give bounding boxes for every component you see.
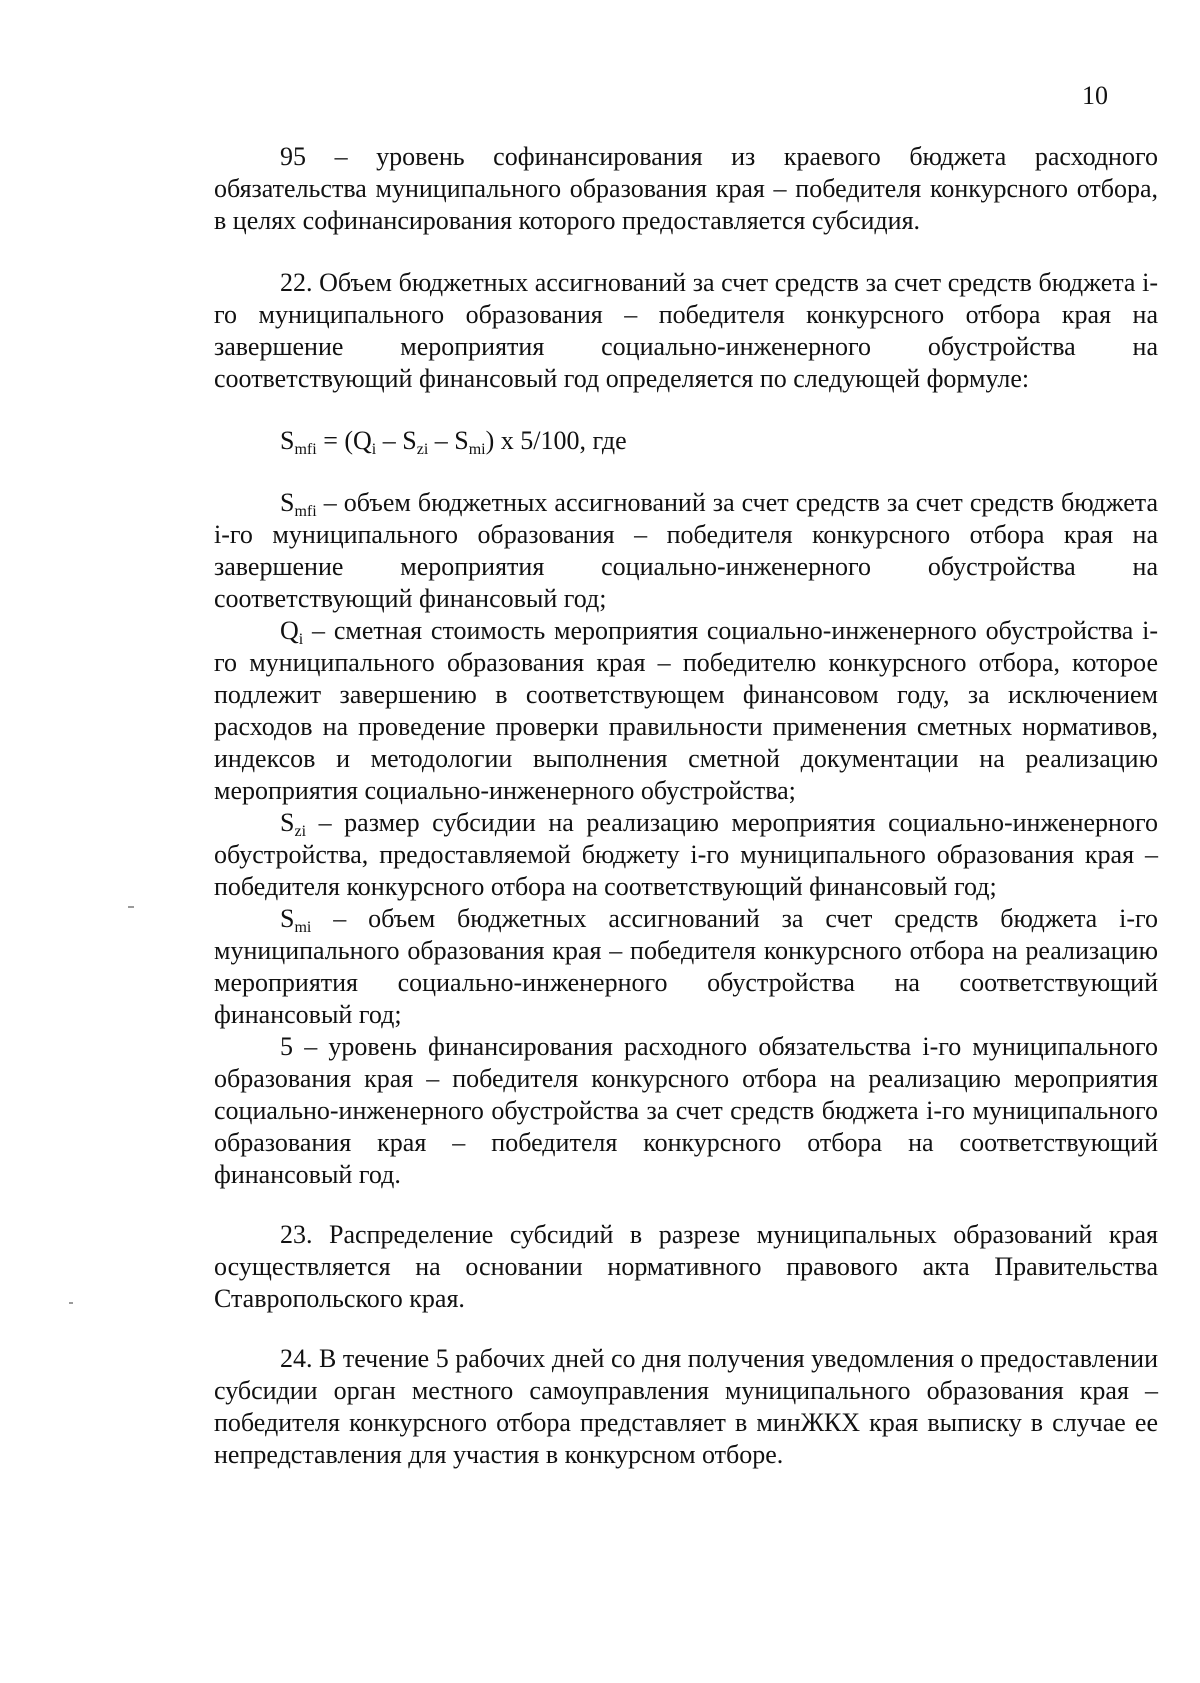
formula-lhs-subscript: mfi <box>294 441 317 458</box>
formula-smfi <box>214 425 1158 457</box>
definition-szi <box>214 807 1158 903</box>
definition-subscript: mfi <box>294 503 317 520</box>
definition-smi <box>214 903 1158 1031</box>
formula-q-subscript: i <box>371 441 377 458</box>
page-number: 10 <box>1082 81 1108 110</box>
formula-lhs-symbol: S <box>280 426 295 455</box>
definition-five-percent: 5 – уровень финансирования расходного обязательства i-го муниципального образования края – победителя конкурсного отбора на реализацию мероприятия социально-инженерного обустройства за счет средств бюджета i-го муниципального образования края – победителя конкурсного отбора на соответствующий финансовый год. <box>214 1032 1158 1189</box>
definition-text: – сметная стоимость мероприятия социально-инженерного обустройства i-го муниципального образования края – победителю конкурсного отбора, которое подлежит завершению в соответствующем финансовом году, за исключением расходов на проведение проверки правильности применения сметных нормативов, индексов и методологии выполнения сметной документации на реализацию мероприятия социально-инженерного обустройства; <box>214 616 1158 805</box>
paragraph-24: 24. В течение 5 рабочих дней со дня получения уведомления о предоставлении субсидии орган местного самоуправления муниципального образования края – победителя конкурсного отбора представляет в минЖКХ края выписку в случае ее непредставления для участия в конкурсном отборе. <box>214 1344 1158 1469</box>
definition-subscript: zi <box>294 823 307 840</box>
formula-szi-symbol: S <box>402 426 417 455</box>
formula-minus-2: – <box>428 426 455 455</box>
definition-smfi <box>214 487 1158 615</box>
document-body <box>214 141 1158 1471</box>
formula-tail: ) x 5/100, где <box>485 426 627 455</box>
definition-subscript: mi <box>294 919 312 936</box>
definition-text: – объем бюджетных ассигнований за счет средств за счет средств бюджета i-го муниципального образования – победителя конкурсного отбора края на завершение мероприятия социально-инженерного обустройства на соответствующий финансовый год; <box>214 488 1158 613</box>
definition-subscript: i <box>298 631 304 648</box>
formula-q-symbol: Q <box>353 426 372 455</box>
paragraph-cofinancing-level: 95 – уровень софинансирования из краевого бюджета расходного обязательства муниципального образования края – победителя конкурсного отбора, в целях софинансирования которого предоставляется субсидия. <box>214 142 1158 235</box>
formula-equals: = ( <box>316 426 354 455</box>
definition-symbol: Q <box>280 616 299 645</box>
scan-artifact <box>128 906 134 908</box>
formula-minus-1: – <box>376 426 403 455</box>
formula-smi-symbol: S <box>454 426 469 455</box>
definition-qi <box>214 615 1158 807</box>
definition-symbol: S <box>280 808 295 837</box>
scan-artifact <box>69 1302 73 1304</box>
formula-szi-subscript: zi <box>416 441 429 458</box>
definition-text: – размер субсидии на реализацию мероприятия социально-инженерного обустройства, предоставляемой бюджету i-го муниципального образования края – победителя конкурсного отбора на соответствующий финансовый год; <box>214 808 1158 901</box>
paragraph-23: 23. Распределение субсидий в разрезе муниципальных образований края осуществляется на основании нормативного правового акта Правительства Ставропольского края. <box>214 1220 1158 1313</box>
definition-symbol: S <box>280 904 295 933</box>
paragraph-22: 22. Объем бюджетных ассигнований за счет средств за счет средств бюджета i-го муниципального образования – победителя конкурсного отбора края на завершение мероприятия социально-инженерного обустройства на соответствующий финансовый год определяется по следующей формуле: <box>214 268 1158 393</box>
formula-smi-subscript: mi <box>468 441 486 458</box>
definition-symbol: S <box>280 488 295 517</box>
definition-text: – объем бюджетных ассигнований за счет средств бюджета i-го муниципального образования края – победителя конкурсного отбора на реализацию мероприятия социально-инженерного обустройства на соответствующий финансовый год; <box>214 904 1158 1029</box>
